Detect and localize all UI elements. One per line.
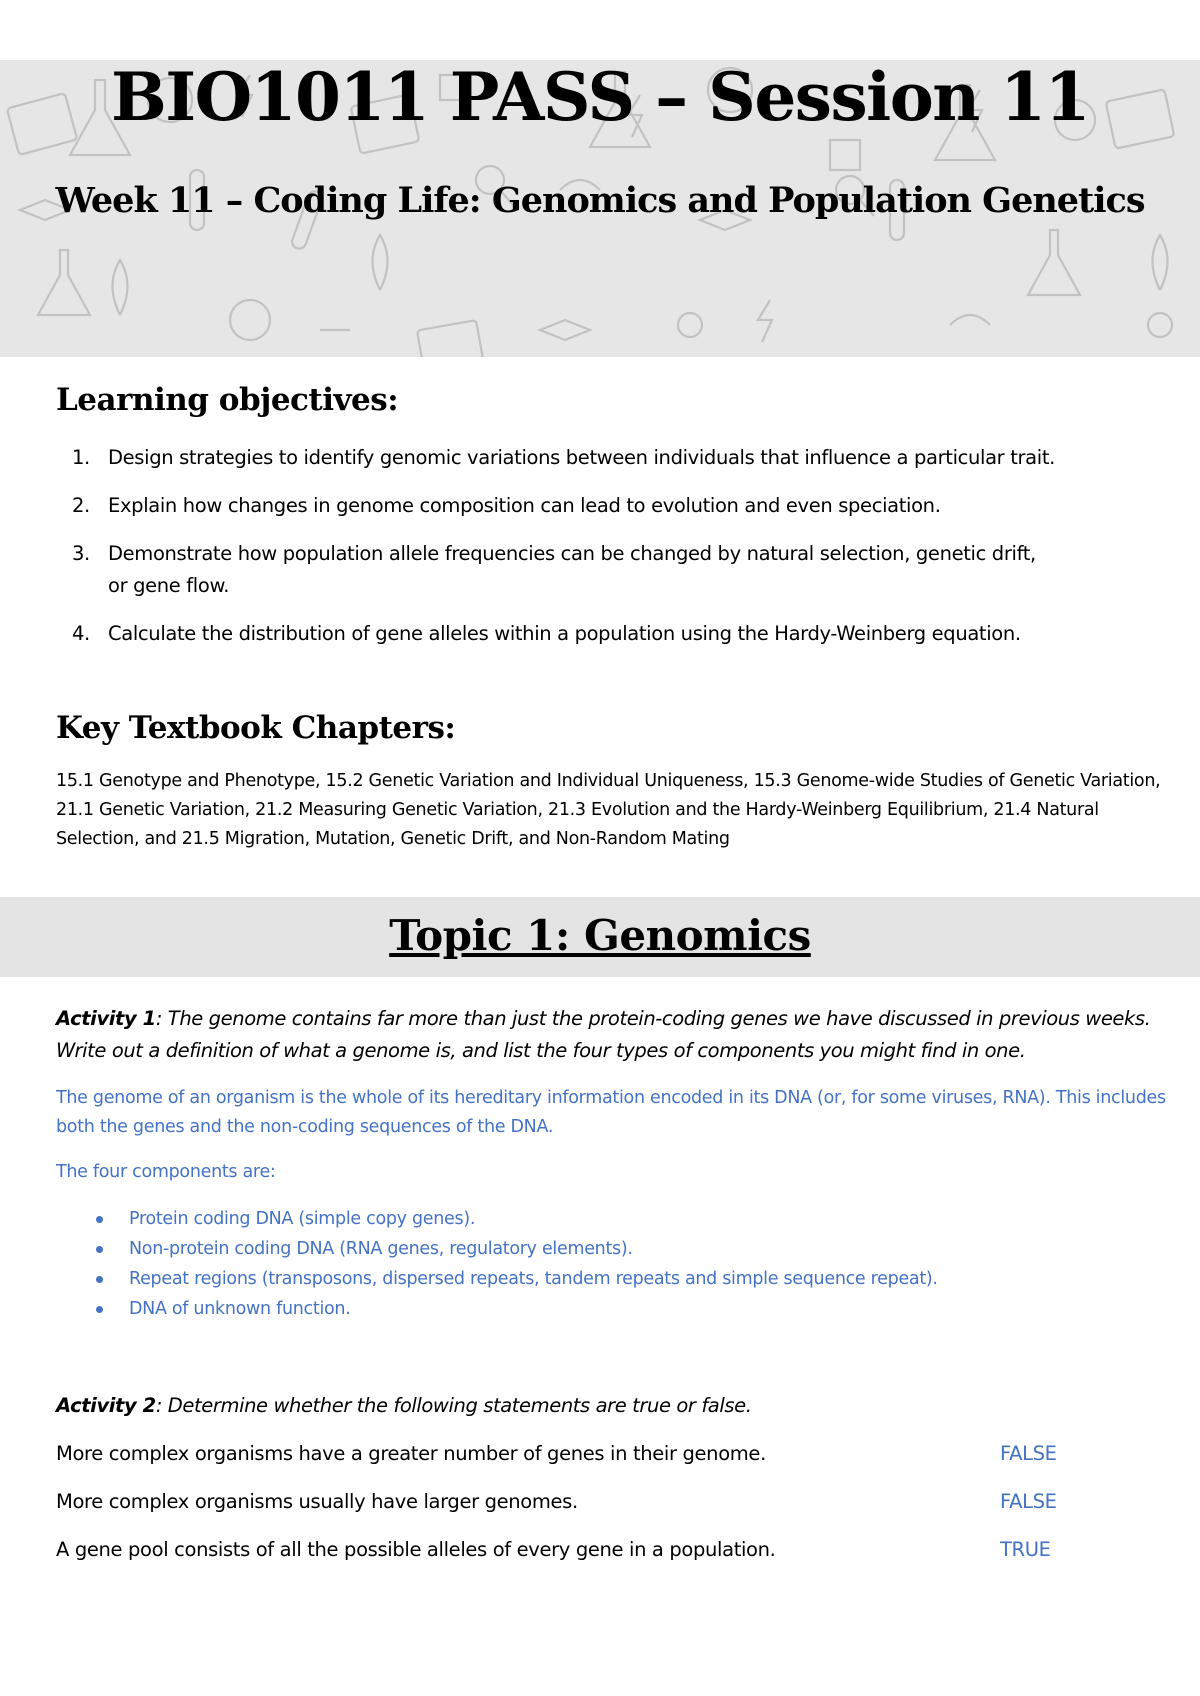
bullet-icon [96,1276,103,1283]
page-title: BIO1011 PASS – Session 11 [110,58,1090,136]
activity-1-answer: The genome of an organism is the whole of its hereditary information encoded in its DNA (or, for some viruses, RNA). This includes both the genes and the non-coding sequences of the DNA. [56,1088,1166,1137]
bullet-icon [96,1216,103,1223]
components-intro: The four components are: [56,1162,276,1182]
statement-text: More complex organisms have a greater number of genes in their genome. [56,1442,766,1465]
activity-2-label: Activity 2 [56,1394,156,1417]
bullet-icon [96,1246,103,1253]
page-subtitle: Week 11 – Coding Life: Genomics and Population Genetics [55,180,1145,221]
chapters-text: 15.1 Genotype and Phenotype, 15.2 Genetic Variation and Individual Uniqueness, 15.3 Genome-wide Studies of Genetic Variation, 21.1 Genetic Variation, 21.2 Measuring Genetic Variation, 21.3 Evolution and the Hardy-Weinberg Equilibrium, 21.4 Natural Selection, and 21.5 Migration, Mutation, Genetic Drift, and Non-Random Mating [56,771,1161,849]
activity-1-prompt: Activity 1: The genome contains far more than just the protein-coding genes we have discussed in previous weeks. Write out a definition of what a genome is, and list the four types of components you might find in one. [56,1007,1151,1062]
list-item: 4. Calculate the distribution of gene alleles within a population using the Hardy-Weinberg equation. [72,622,1021,645]
statement-text: More complex organisms usually have larger genomes. [56,1490,578,1513]
learning-objectives-list [56,442,1166,666]
activity-1-label: Activity 1 [56,1007,156,1030]
statement-answer: FALSE [1000,1442,1057,1465]
components-list [56,1204,1166,1324]
statement-row [56,1438,1166,1470]
list-item: Non-protein coding DNA (RNA genes, regulatory elements). [56,1234,1166,1264]
activity-2-prompt: Activity 2: Determine whether the following statements are true or false. [56,1394,752,1417]
statement-row [56,1486,1166,1518]
statement-row [56,1534,1166,1566]
list-item: DNA of unknown function. [56,1294,1166,1324]
statement-answer: FALSE [1000,1490,1057,1513]
statement-answer: TRUE [1000,1538,1051,1561]
list-item: 3. Demonstrate how population allele frequencies can be changed by natural selection, genetic drift, or gene flow. [72,542,1036,597]
chapters-heading: Key Textbook Chapters: [56,710,456,746]
statement-text: A gene pool consists of all the possible alleles of every gene in a population. [56,1538,776,1561]
list-item: 1. Design strategies to identify genomic variations between individuals that influence a particular trait. [72,446,1055,469]
topic-title: Topic 1: Genomics [389,911,811,960]
list-item: 2. Explain how changes in genome composition can lead to evolution and even speciation. [72,494,941,517]
learning-objectives-heading: Learning objectives: [56,382,399,418]
list-item: Protein coding DNA (simple copy genes). [56,1204,1166,1234]
bullet-icon [96,1306,103,1313]
list-item: Repeat regions (transposons, dispersed repeats, tandem repeats and simple sequence repeat). [56,1264,1166,1294]
